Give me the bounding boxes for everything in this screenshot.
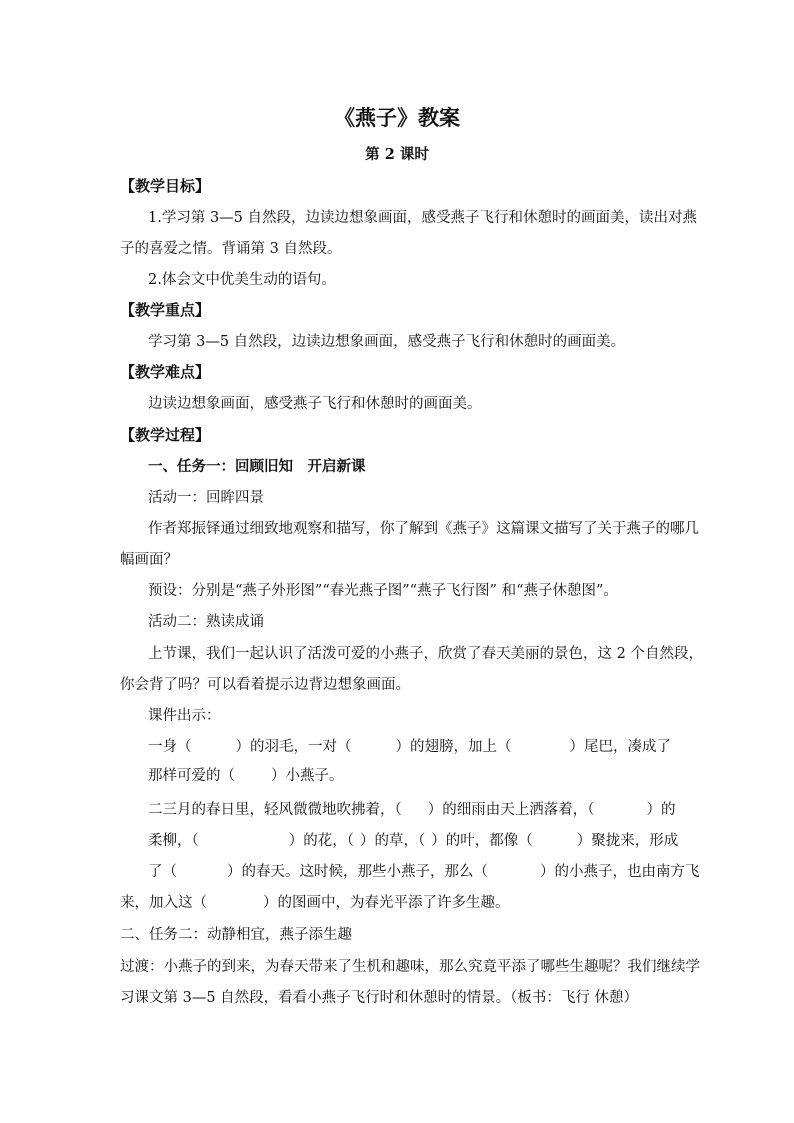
fill-text: ）聚拢来，形成	[576, 833, 679, 849]
paragraph-1-line-1: 作者郑振铎通过细致地观察和描写，你了解到《燕子》这篇课文描写了关于燕子的哪几	[148, 521, 699, 537]
fill-text: ）小燕子。	[271, 768, 344, 784]
objective-1-line-2: 子的喜爱之情。背诵第 3 自然段。	[120, 241, 342, 257]
transition-line-1: 过渡：小燕子的到来，为春天带来了生机和趣味，那么究竟平添了哪些生趣呢？我们继续学	[120, 959, 700, 975]
fill-text: ）的花，（	[288, 833, 354, 849]
paragraph-1-line-2: 幅画面？	[120, 552, 178, 568]
fill-blank-2-line-2	[148, 831, 678, 851]
fill-text: ）的羽毛，一对（	[235, 739, 352, 755]
key-points-heading: 【教学重点】	[120, 301, 211, 319]
preset-answer: 预设：分别是“燕子外形图”“春光燕子图”“燕子飞行图” 和“燕子休憩图”。	[148, 583, 618, 599]
fill-text: 那样可爱的（	[148, 768, 235, 784]
fill-text: 一身（	[148, 739, 192, 755]
objectives-heading: 【教学目标】	[120, 177, 211, 195]
process-heading: 【教学过程】	[120, 426, 211, 444]
lesson-period: 第 2 课时	[365, 146, 429, 163]
difficulties-heading: 【教学难点】	[120, 363, 211, 381]
fill-text: ）的草，（	[360, 833, 426, 849]
fill-text: 了（	[148, 864, 177, 880]
fill-text: ）的图画中，为春光平添了许多生趣。	[263, 895, 510, 911]
fill-text: ）的小燕子，也由南方飞	[540, 864, 700, 880]
fill-blank-2-line-1	[148, 800, 676, 820]
key-points-text: 学习第 3—5 自然段，边读边想象画面，感受燕子飞行和休憩时的画面美。	[148, 334, 626, 350]
fill-blank-2-line-4	[120, 893, 510, 913]
fill-text: 来，加入这（	[120, 895, 207, 911]
document-title: 《燕子》教案	[334, 105, 460, 130]
fill-text: ）的细雨由天上洒落着，（	[427, 802, 595, 818]
fill-text: ）的春天。这时候，那些小燕子，那么（	[227, 864, 488, 880]
fill-blank-1-line-2	[148, 766, 344, 786]
fill-text: ）的叶，都像（	[431, 833, 533, 849]
fill-blank-2-line-3	[148, 862, 700, 882]
objective-1-line-1: 1.学习第 3—5 自然段，边读边想象画面，感受燕子飞行和休憩时的画面美，读出对燕	[148, 210, 698, 226]
fill-text: 柔柳，（	[148, 833, 199, 849]
fill-text: ）的翅膀，加上（	[395, 739, 512, 755]
task-1-title: 一、任务一：回顾旧知 开启新课	[148, 458, 366, 475]
fill-text: 二三月的春日里，轻风微微地吹拂着，（	[148, 802, 402, 818]
activity-1: 活动一：回眸四景	[148, 490, 264, 506]
fill-text: ）尾巴，凑成了	[569, 739, 671, 755]
fill-text: ）的	[646, 802, 676, 818]
activity-2: 活动二：熟读成诵	[148, 614, 264, 630]
paragraph-2-line-2: 你会背了吗？可以看着提示边背边想象画面。	[120, 677, 410, 693]
transition-line-2: 习课文第 3—5 自然段，看看小燕子飞行时和休憩时的情景。（板书：飞行 休憩）	[120, 990, 639, 1006]
fill-blank-1-line-1	[148, 737, 671, 757]
courseware-label: 课件出示：	[148, 708, 221, 724]
objective-2: 2.体会文中优美生动的语句。	[148, 272, 336, 288]
task-2-title: 二、任务二：动静相宜，燕子添生趣	[120, 927, 352, 943]
paragraph-2-line-1: 上节课，我们一起认识了活泼可爱的小燕子，欣赏了春天美丽的景色，这 2 个自然段，	[148, 646, 703, 662]
difficulties-text: 边读边想象画面，感受燕子飞行和休憩时的画面美。	[148, 396, 482, 412]
